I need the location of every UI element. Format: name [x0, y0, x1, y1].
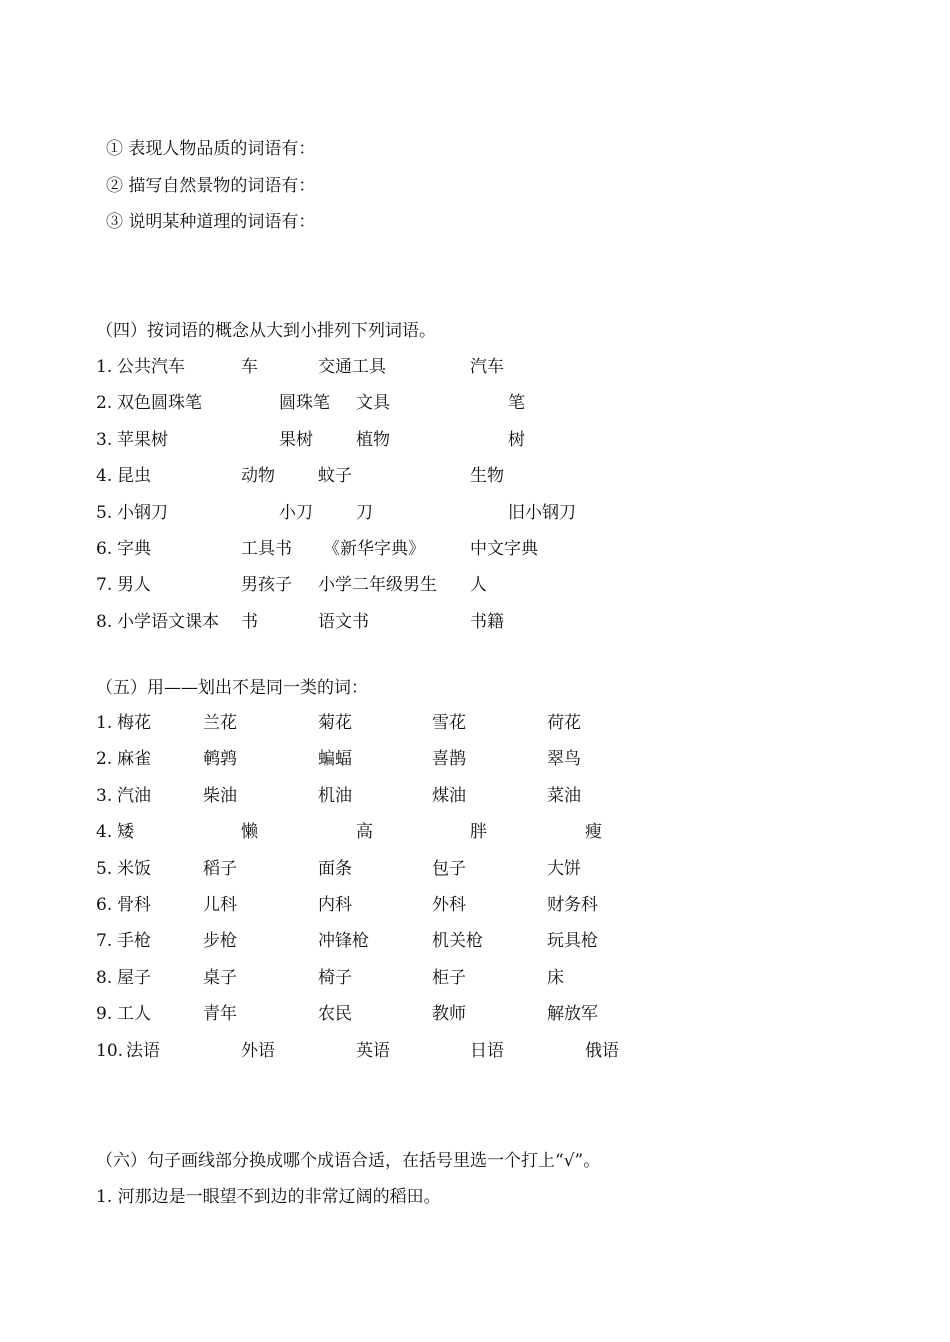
row-number: 4.: [96, 822, 113, 843]
row-number: 5.: [96, 858, 113, 879]
word-item: 日语: [470, 1040, 504, 1061]
row-number: 10.: [96, 1040, 124, 1061]
word-item: 矮: [117, 822, 134, 843]
section-title: （五）用——划出不是同一类的词：: [96, 678, 368, 698]
word-item: 文具: [356, 393, 390, 414]
word-item: 外科: [432, 895, 466, 915]
word-item: 屋子: [117, 967, 151, 988]
word-item: 工人: [117, 1004, 151, 1025]
word-item: 苹果树: [117, 429, 168, 450]
word-item: 面条: [318, 858, 352, 879]
word-item: 语文书: [318, 611, 369, 632]
question-item: 1. 河那边是一眼望不到边的非常辽阔的稻田。: [96, 1187, 441, 1207]
word-item: 笔: [508, 393, 525, 414]
word-item: 高: [356, 822, 373, 843]
word-item: 书: [241, 611, 258, 632]
word-item: 煤油: [432, 785, 466, 806]
row-number: 7.: [96, 931, 113, 952]
word-item: 胖: [470, 822, 487, 843]
word-item: 荷花: [547, 713, 581, 733]
word-item: 手枪: [117, 931, 151, 952]
word-item: 步枪: [203, 931, 237, 952]
word-item: 雪花: [432, 713, 466, 733]
word-item: 汽车: [470, 357, 504, 377]
word-item: 青年: [203, 1004, 237, 1025]
word-item: 麻雀: [117, 749, 151, 770]
word-item: 解放军: [547, 1004, 598, 1025]
word-item: 汽油: [117, 785, 151, 806]
row-number: 6.: [96, 895, 113, 915]
row-number: 7.: [96, 575, 113, 596]
word-item: 俄语: [585, 1040, 619, 1061]
word-item: 外语: [241, 1040, 275, 1061]
word-item: 米饭: [117, 858, 151, 879]
word-item: 树: [508, 429, 525, 450]
section-title: （四）按词语的概念从大到小排列下列词语。: [96, 321, 436, 341]
word-item: 小学语文课本: [117, 611, 219, 632]
word-item: 交通工具: [318, 357, 386, 377]
word-item: 床: [547, 967, 564, 988]
word-item: 包子: [432, 858, 466, 879]
word-item: 昆虫: [117, 466, 151, 487]
word-item: 冲锋枪: [318, 931, 369, 952]
word-item: 桌子: [203, 967, 237, 988]
row-number: 2.: [96, 393, 113, 414]
top-item: ③ 说明某种道理的词语有：: [106, 212, 316, 232]
word-item: 瘦: [585, 822, 602, 843]
word-item: 兰花: [203, 713, 237, 733]
word-item: 中文字典: [470, 539, 538, 559]
word-item: 机油: [318, 785, 352, 806]
word-item: 植物: [356, 429, 390, 450]
word-item: 稻子: [203, 858, 237, 879]
word-item: 教师: [432, 1004, 466, 1025]
row-number: 3.: [96, 785, 113, 806]
row-number: 8.: [96, 611, 113, 632]
row-number: 5.: [96, 502, 113, 523]
word-item: 蚊子: [318, 466, 352, 487]
word-item: 梅花: [117, 713, 151, 733]
word-item: 翠鸟: [547, 749, 581, 770]
word-item: 刀: [356, 502, 373, 523]
word-item: 《新华字典》: [323, 539, 425, 559]
top-item: ① 表现人物品质的词语有：: [106, 139, 316, 159]
word-item: 男孩子: [241, 575, 292, 596]
word-item: 动物: [241, 466, 275, 487]
word-item: 双色圆珠笔: [117, 393, 202, 414]
word-item: 圆珠笔: [279, 393, 330, 414]
word-item: 工具书: [241, 539, 292, 559]
word-item: 小刀: [279, 502, 313, 523]
word-item: 旧小钢刀: [508, 502, 576, 523]
word-item: 法语: [126, 1040, 160, 1061]
row-number: 1.: [96, 713, 113, 733]
word-item: 菜油: [547, 785, 581, 806]
word-item: 农民: [318, 1004, 352, 1025]
word-item: 财务科: [547, 895, 598, 915]
word-item: 机关枪: [432, 931, 483, 952]
row-number: 8.: [96, 967, 113, 988]
word-item: 骨科: [117, 895, 151, 915]
word-item: 儿科: [203, 895, 237, 915]
row-number: 4.: [96, 466, 113, 487]
word-item: 内科: [318, 895, 352, 915]
word-item: 果树: [279, 429, 313, 450]
row-number: 2.: [96, 749, 113, 770]
word-item: 玩具枪: [547, 931, 598, 952]
word-item: 蝙蝠: [318, 749, 352, 770]
row-number: 6.: [96, 539, 113, 559]
row-number: 9.: [96, 1004, 113, 1025]
word-item: 大饼: [547, 858, 581, 879]
word-item: 柜子: [432, 967, 466, 988]
word-item: 车: [241, 357, 258, 377]
word-item: 鹌鹑: [203, 749, 237, 770]
top-item: ② 描写自然景物的词语有：: [106, 176, 316, 196]
row-number: 3.: [96, 429, 113, 450]
word-item: 椅子: [318, 967, 352, 988]
word-item: 男人: [117, 575, 151, 596]
word-item: 公共汽车: [117, 357, 185, 377]
word-item: 小钢刀: [117, 502, 168, 523]
word-item: 字典: [117, 539, 151, 559]
row-number: 1.: [96, 357, 113, 377]
word-item: 喜鹊: [432, 749, 466, 770]
word-item: 书籍: [470, 611, 504, 632]
word-item: 英语: [356, 1040, 390, 1061]
word-item: 懒: [241, 822, 258, 843]
word-item: 生物: [470, 466, 504, 487]
word-item: 人: [470, 575, 487, 596]
word-item: 柴油: [203, 785, 237, 806]
word-item: 菊花: [318, 713, 352, 733]
section-title: （六）句子画线部分换成哪个成语合适，在括号里选一个打上“√”。: [96, 1151, 601, 1171]
word-item: 小学二年级男生: [318, 575, 437, 596]
